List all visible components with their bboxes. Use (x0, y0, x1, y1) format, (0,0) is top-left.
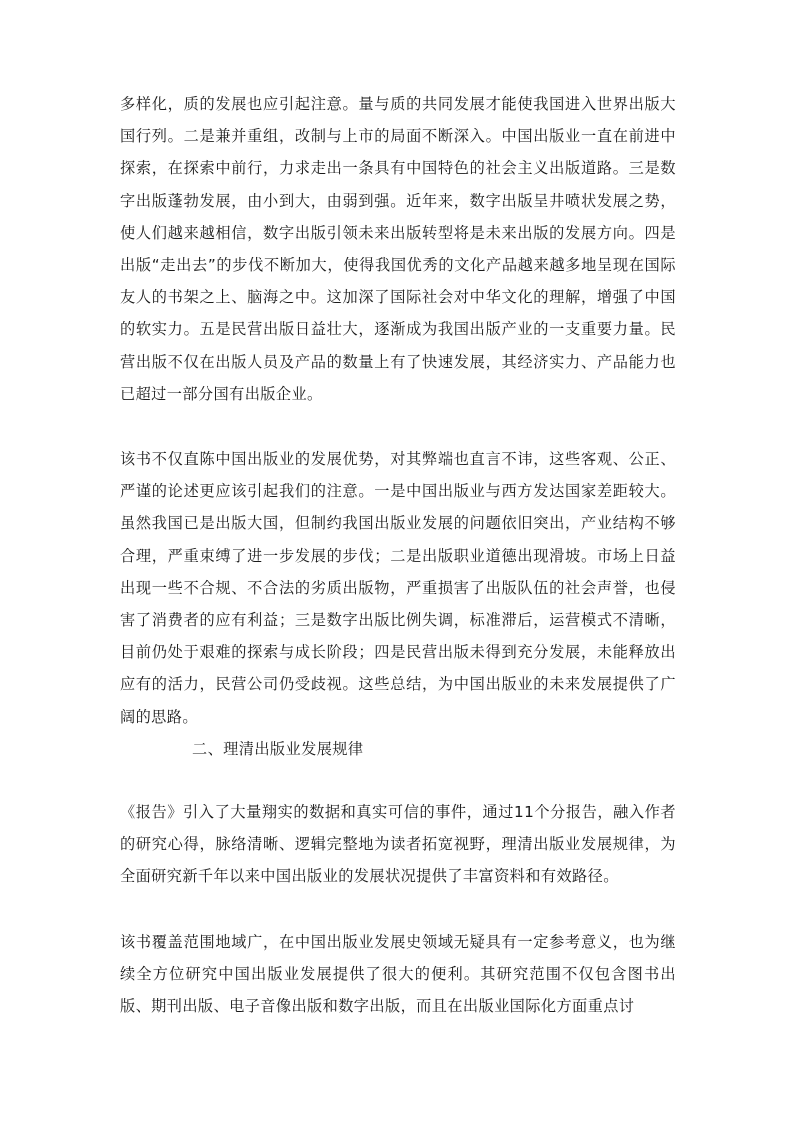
section-heading: 二、理清出版业发展规律 (192, 739, 364, 758)
paragraph-1: 多样化，质的发展也应引起注意。量与质的共同发展才能使我国进入世界出版大国行列。二是兼并重组，改制与上市的局面不断深入。中国出版业一直在前进中探索，在探索中前行，力求走出一条具有中国特色的社会主义出版道路。三是数字出版蓬勃发展，由小到大，由弱到强。近年来，数字出版呈井喷状发展之势，使人们越来越相信，数字出版引领未来出版转型将是未来出版的发展方向。四是出版“走出去”的步伐不断加大，使得我国优秀的文化产品越来越多地呈现在国际友人的书架之上、脑海之中。这加深了国际社会对中华文化的理解，增强了中国的软实力。五是民营出版日益壮大，逐渐成为我国出版产业的一支重要力量。民营出版不仅在出版人员及产品的数量上有了快速发展，其经济实力、产品能力也已超过一部分国有出版企业。 (120, 95, 676, 403)
document-page (120, 88, 676, 1022)
paragraph-4: 该书覆盖范围地域广，在中国出版业发展史领域无疑具有一定参考意义，也为继续全方位研究中国出版业发展提供了很大的便利。其研究范围不仅包含图书出版、期刊出版、电子音像出版和数字出版，而且在出版业国际化方面重点讨 (120, 932, 676, 1016)
paragraph-2: 该书不仅直陈中国出版业的发展优势，对其弊端也直言不讳，这些客观、公正、严谨的论述更应该引起我们的注意。一是中国出版业与西方发达国家差距较大。虽然我国已是出版大国，但制约我国出版业发展的问题依旧突出，产业结构不够合理，严重束缚了进一步发展的步伐；二是出版职业道德出现滑坡。市场上日益出现一些不合规、不合法的劣质出版物，严重损害了出版队伍的社会声誉，也侵害了消费者的应有利益；三是数字出版比例失调，标准滞后，运营模式不清晰，目前仍处于艰难的探索与成长阶段；四是民营出版未得到充分发展，未能释放出应有的活力，民营公司仍受歧视。这些总结，为中国出版业的未来发展提供了广阔的思路。 (120, 450, 676, 726)
paragraph-3: 《报告》引入了大量翔实的数据和真实可信的事件，通过11个分报告，融入作者的研究心得，脉络清晰、逻辑完整地为读者拓宽视野，理清出版业发展规律，为全面研究新千年以来中国出版业的发展状况提供了丰富资料和有效路径。 (120, 803, 676, 886)
